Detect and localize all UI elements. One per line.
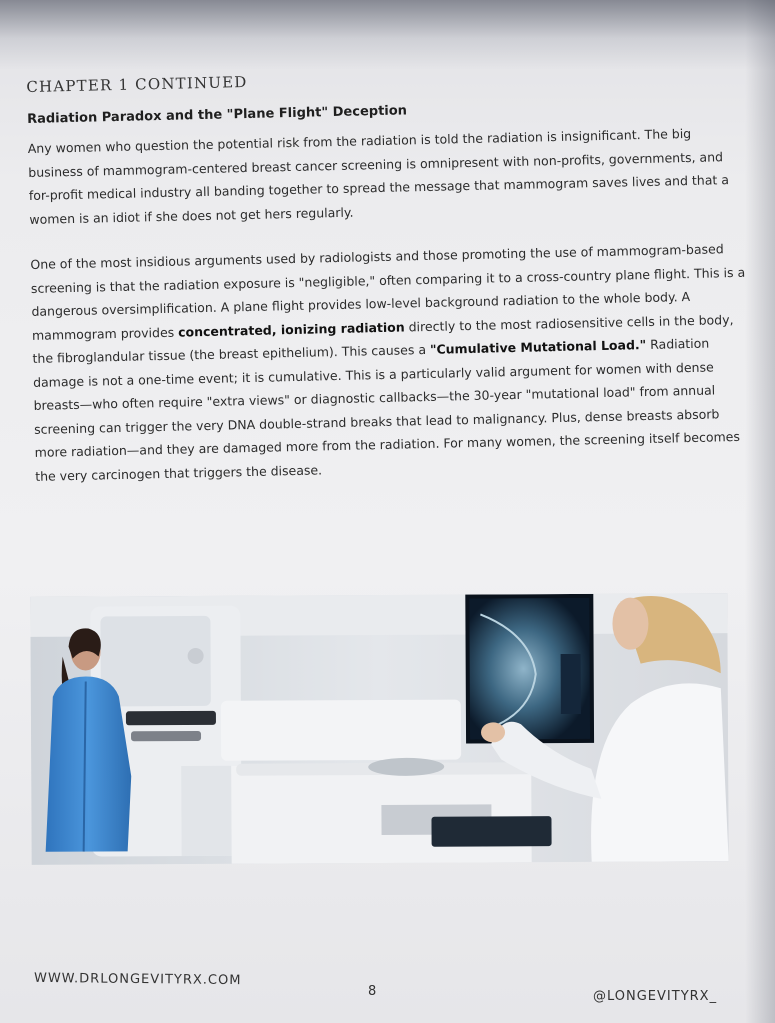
paragraph-2: [30, 237, 753, 488]
footer-website: WWW.DRLONGEVITYRX.COM: [33, 970, 242, 989]
paragraph-2-text-2: directly to the most radiosensitive cells in the body, the fibroglandular tissue (the breast epithelium). This causes a: [32, 311, 734, 366]
mammography-room-illustration: [30, 593, 728, 865]
chapter-label: CHAPTER 1 CONTINUED: [26, 72, 248, 96]
mammography-photo: [30, 593, 728, 865]
page-content: [26, 54, 753, 488]
paragraph-2-bold-2: "Cumulative Mutational Load.": [429, 337, 647, 357]
paragraph-2-text-3: Radiation damage is not a one-time event; it is cumulative. This is a particularly valid argument for women with dense breasts—who often require "extra views" or diagnostic callbacks—the 30-year "mutational load" from annual screening can trigger the very DNA double-strand breaks that lead to malignancy. Plus, dense breasts absorb more radiation—and they are damaged more from the radiation. For many women, the screening itself becomes the very carcinogen that triggers the disease.: [32, 335, 741, 484]
paragraph-2-text-1: One of the most insidious arguments used by radiologists and those promoting the use of mammogram-based screening is that the radiation exposure is "negligible," often comparing it to a cross-country plane flight. This is a dangerous oversimplification. A plane flight provides low-level background radiation to the whole body. A mammogram provides: [30, 241, 746, 343]
footer-handle: @LONGEVITYRX_: [593, 989, 718, 1004]
page-number: 8: [368, 984, 377, 999]
paragraph-2-bold-1: concentrated, ionizing radiation: [177, 318, 405, 340]
section-heading: Radiation Paradox and the "Plane Flight" Deception: [26, 103, 408, 127]
control-desk: [221, 700, 461, 761]
page-edge-shadow: [745, 0, 775, 1023]
paragraph-1: Any women who question the potential risk from the radiation is told the radiation is insignificant. The big business of mammogram-centered breast cancer screening is omnipresent with non-profits, governments, and for-profit medical industry all banding together to spread the message that mammogram saves lives and that a women is an idiot if she does not get hers regularly.: [27, 125, 730, 227]
